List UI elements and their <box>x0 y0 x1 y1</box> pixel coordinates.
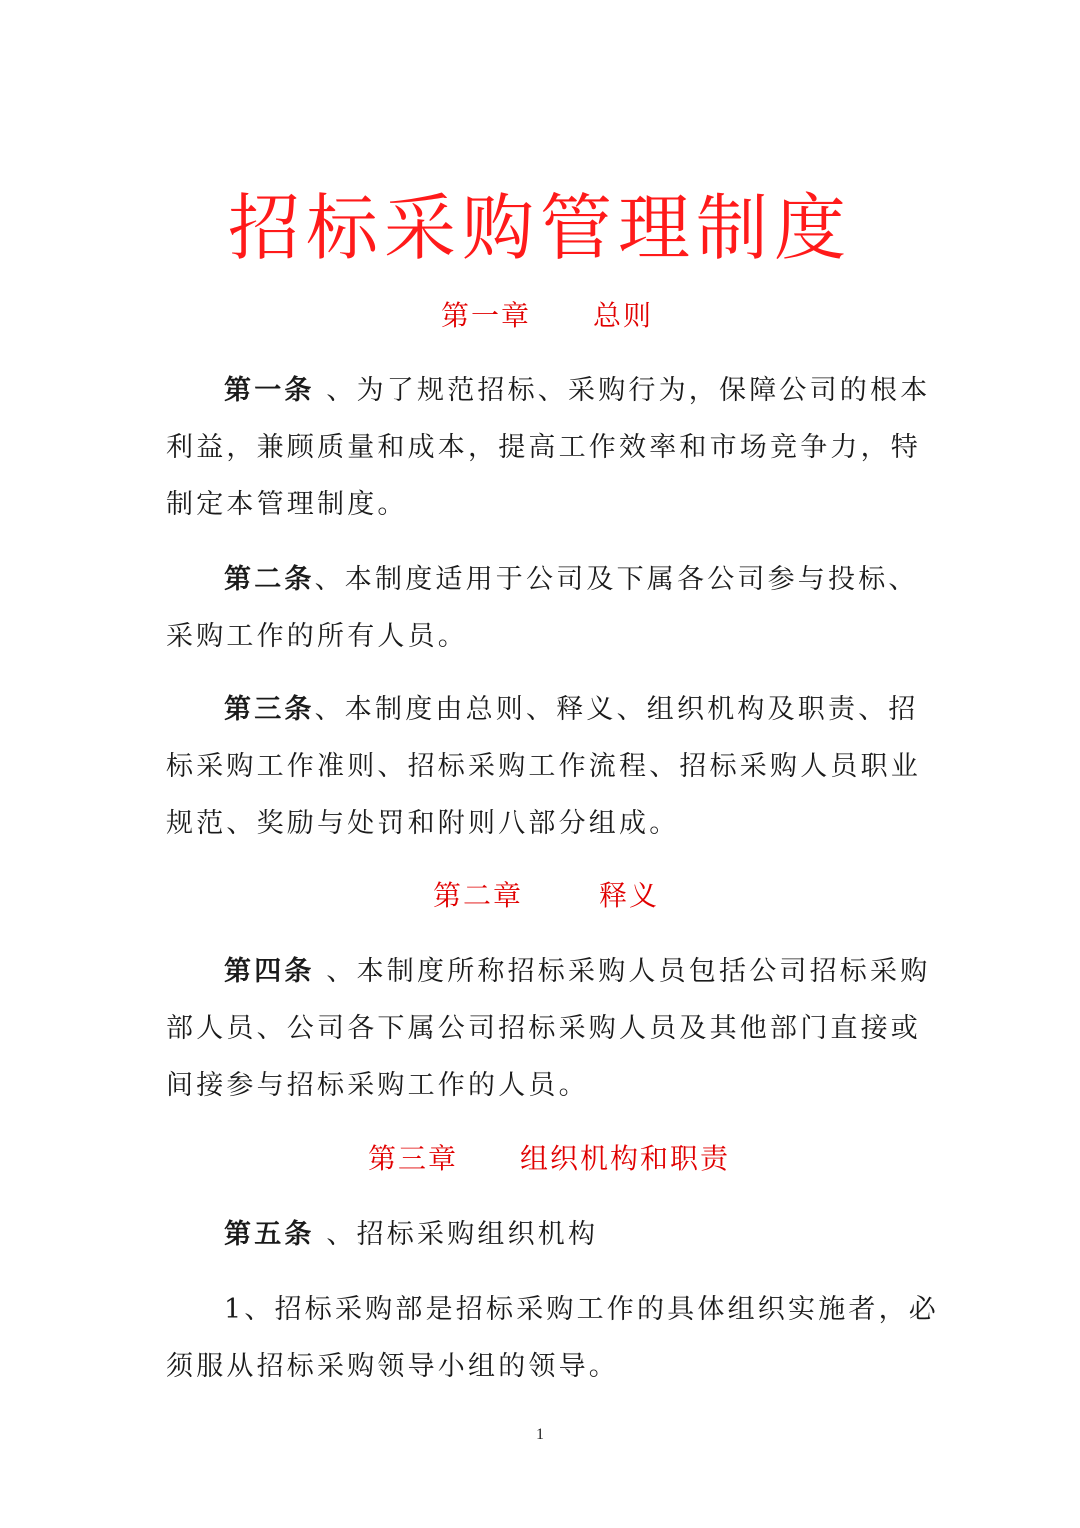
chapter-heading-3 <box>368 1139 730 1179</box>
article-text-line: 采购工作的所有人员。 <box>166 621 468 652</box>
page-number: 1 <box>536 1426 544 1443</box>
article-text-line: 、本制度所称招标采购人员包括公司招标采购 <box>314 956 931 987</box>
article-text-line: 间接参与招标采购工作的人员。 <box>166 1070 589 1101</box>
article-text-line: 制定本管理制度。 <box>166 489 408 520</box>
article-text-line: 、招标采购部是招标采购工作的具体组织实施者，必 <box>244 1294 939 1325</box>
document-title: 招标采购管理制度 <box>227 186 852 271</box>
article-lead: 第一条 <box>224 375 315 406</box>
chapter-name: 组织机构和职责 <box>520 1142 731 1175</box>
item-number: 1 <box>224 1294 245 1325</box>
article-text-line: 部人员、公司各下属公司招标采购人员及其他部门直接或 <box>166 1013 921 1044</box>
chapter-name: 释义 <box>599 879 660 912</box>
chapter-heading-2 <box>433 876 659 916</box>
article-text-line: 、招标采购组织机构 <box>314 1219 599 1250</box>
article-2 <box>166 551 919 665</box>
chapter-heading-1 <box>441 296 653 336</box>
article-lead: 第四条 <box>224 956 315 987</box>
article-text-line: 规范、奖励与处罚和附则八部分组成。 <box>166 808 680 839</box>
article-5 <box>166 1206 906 1263</box>
article-lead: 第五条 <box>224 1219 315 1250</box>
article-text-line: 利益，兼顾质量和成本，提高工作效率和市场竞争力，特 <box>166 432 921 463</box>
chapter-number: 第三章 <box>368 1142 459 1175</box>
article-4 <box>166 943 931 1114</box>
article-lead: 第三条 <box>224 694 315 725</box>
article-1 <box>166 362 931 533</box>
chapter-number: 第二章 <box>433 879 524 912</box>
article-5-item-1 <box>166 1281 939 1395</box>
chapter-number: 第一章 <box>441 299 532 332</box>
article-text-line: 标采购工作准则、招标采购工作流程、招标采购人员职业 <box>166 751 921 782</box>
article-text-line: 须服从招标采购领导小组的领导。 <box>166 1351 619 1382</box>
article-text-line: 、为了规范招标、采购行为，保障公司的根本 <box>314 375 931 406</box>
chapter-name: 总则 <box>593 299 654 332</box>
article-text-line: 、本制度由总则、释义、组织机构及职责、招 <box>314 694 919 725</box>
article-text-line: 、本制度适用于公司及下属各公司参与投标、 <box>314 564 919 595</box>
article-3 <box>166 681 921 852</box>
article-lead: 第二条 <box>224 564 315 595</box>
